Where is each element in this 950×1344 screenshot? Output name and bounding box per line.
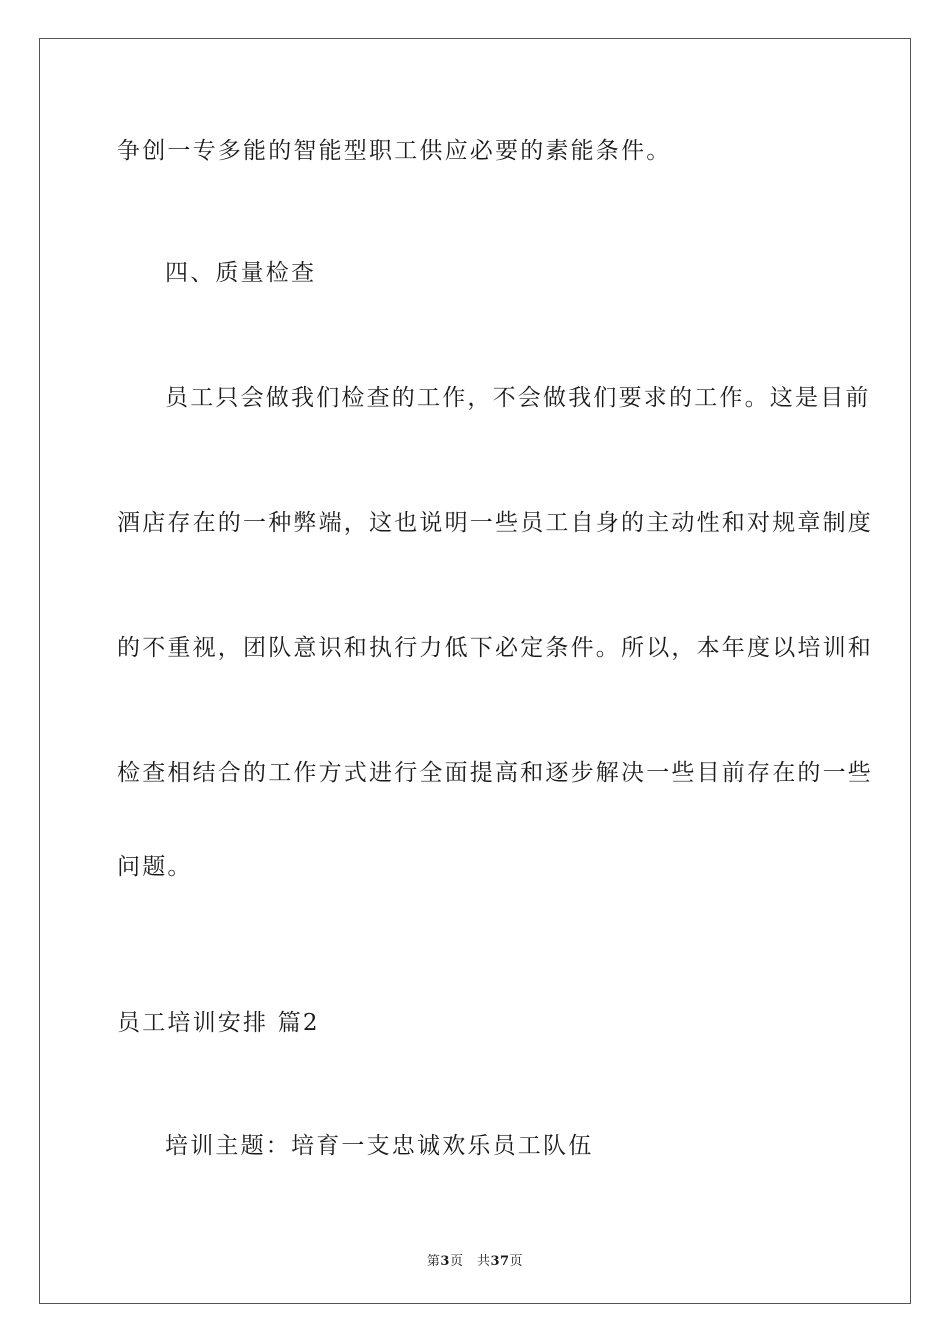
body-line-1: 争创一专多能的智能型职工供应必要的素能条件。 xyxy=(117,138,672,164)
body-line-6: 检查相结合的工作方式进行全面提高和逐步解决一些目前存在的一些 xyxy=(117,760,873,786)
body-line-4: 酒店存在的一种弊端，这也说明一些员工自身的主动性和对规章制度 xyxy=(117,510,873,536)
footer-page-number: 3 xyxy=(440,1254,450,1269)
page-footer xyxy=(0,1250,950,1269)
training-theme-line: 培训主题：培育一支忠诚欢乐员工队伍 xyxy=(165,1133,594,1159)
chapter-heading: 员工培训安排 篇2 xyxy=(117,1010,320,1036)
footer-prefix: 第 xyxy=(426,1254,441,1269)
body-line-7: 问题。 xyxy=(117,854,193,880)
footer-middle: 页 共 xyxy=(449,1254,491,1269)
footer-total-pages: 37 xyxy=(490,1254,510,1269)
section-heading-quality-check: 四、质量检查 xyxy=(165,260,317,286)
page-frame xyxy=(39,38,911,1304)
body-line-5: 的不重视，团队意识和执行力低下必定条件。所以，本年度以培训和 xyxy=(117,635,873,661)
body-line-3: 员工只会做我们检查的工作，不会做我们要求的工作。这是目前 xyxy=(165,385,871,411)
footer-suffix: 页 xyxy=(509,1254,524,1269)
